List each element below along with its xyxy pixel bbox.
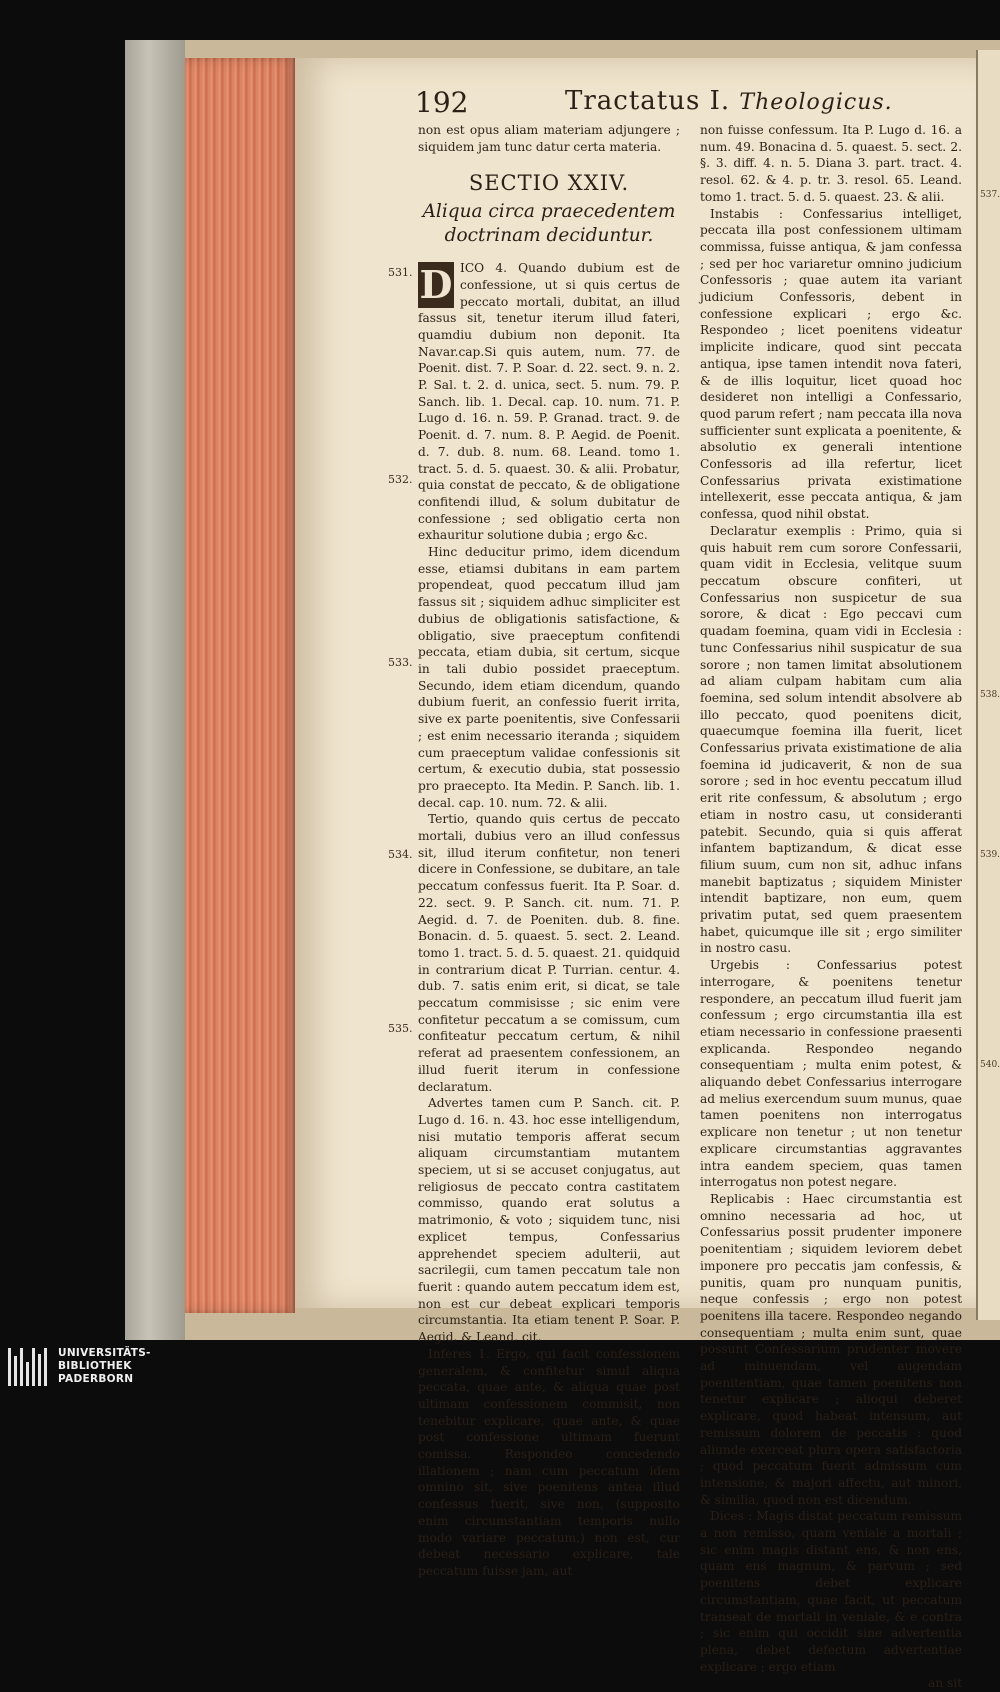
paragraph-continuation: non fuisse confessum. Ita P. Lugo d. 16. a num. 49. Bonacina d. 5. quaest. 5. sect. 2. §. 3. diff. 4. n. 5. Diana 3. part. tract. 4. resol. 62. & 4. p. tr. 3. resol. 65. Leand. tomo 1. tract. 5. d. 5. quaest. 23. & alii. xyxy=(700,123,962,204)
margin-number: 531. xyxy=(388,266,413,279)
right-margin-number: 540. xyxy=(980,1060,1000,1070)
right-margin-number: 539. xyxy=(980,850,1000,860)
right-margin-number: 537. xyxy=(980,190,1000,200)
paragraph-dices: Dices : Magis distat peccatum remissum a non remisso, quam veniale a mortali ; sic enim magis distant ens, & non ens, quam ens magnum, & parvum ; sed poenitens debet explicare circumstantiam, quae facit, ut peccatum transeat de mortali in veniale, & e contra ; sic enim qui occidit sine advertentia plena, debet defectum advertentiae explicare ; ergo etiam xyxy=(700,1509,962,1674)
paragraph-urgebis: Urgebis : Confessarius potest interrogare, & poenitens tenetur respondere, an peccatum illud fuerit jam confessum ; ergo circumstantia illa est etiam necessario in confessione praesenti explicanda. Respondeo negando consequentiam ; multa enim potest, & aliquando debet Confessarius interrogare ad melius exercendum suum munus, quae tamen poenitens non interrogatus explicare non tenetur ; ut non tenetur explicare circumstantias aggravantes intra eandem speciem, quas tamen interrogatus non potest negare. xyxy=(700,958,962,1190)
paragraph-534: Advertes tamen cum P. Sanch. cit. P. Lugo d. 16. n. 43. hoc esse intelligendum, nisi mutatio temporis afferat secum aliquam circumstantiam mutantem speciem, ut si se accuset conjugatus, aut religiosus de peccato contra castitatem commisso, quando erat solutus a matrimonio, & voto ; siquidem tunc, nisi explicet tempus, Confessarius apprehendet speciem adulterii, aut sacrilegii, cum tamen peccatum tale non fuerit : quando autem peccatum idem est, non est cur debeat explicari temporis circumstantia. Ita etiam tenent P. Soar. P. Aegid. & Leand. cit. xyxy=(418,1096,680,1345)
dropcap-initial: D xyxy=(419,262,453,308)
margin-number: 532. xyxy=(388,473,413,486)
library-logo xyxy=(8,1345,208,1390)
right-column xyxy=(700,122,962,1692)
library-name: UNIVERSITÄTS- BIBLIOTHEK PADERBORN xyxy=(58,1347,151,1385)
running-title: Tractatus I. Theologicus. xyxy=(565,86,893,116)
barcode-icon xyxy=(8,1348,52,1386)
margin-number: 535. xyxy=(388,1022,413,1035)
paragraph-replicabis: Replicabis : Haec circumstantia est omnino necessaria ad hoc, ut Confessarius possit prudenter imponere poenitentiam ; siquidem leviorem debet imponere pro peccatis jam confessis, & punitis, quam pro nunquam punitis, neque confessis ; ergo non potest poenitens illa tacere. Respondeo negando consequentiam ; multa enim sunt, quae possunt Confessarium prudenter movere ad minuendam, vel augendam poenitentiam, quae tamen poenitens non tenetur explicare ; alioqui deberet explicare, quod habeat intensum, aut remissum dolorem de peccatis : quod aliunde exerceat plura opera satisfactoria ; quod peccatum fuerit admissum cum intensione, & majori affectu, aut minori, & similia, quod non est dicendum. xyxy=(700,1192,962,1507)
page-number: 192 xyxy=(415,86,469,119)
book-spine xyxy=(125,40,185,1340)
opening-text: non est opus aliam materiam adjungere ; siquidem jam tunc datur certa materia. xyxy=(418,123,680,154)
paragraph-532: Hinc deducitur primo, idem dicendum esse, etiamsi dubitans in eam partem propendeat, quod peccatum illud jam fassus sit ; siquidem adhuc simpliciter est dubius de obligationis satisfactione, & obligatio, sive praeceptum confitendi peccata, etiam dubia, sit certum, sicque in tali dubio possidet praeceptum. Secundo, idem etiam dicendum, quando dubium fuerit, an confessio fuerit irrita, sive ex parte poenitentis, sive Confessarii ; est enim necessario iteranda ; siquidem cum praeceptum validae confessionis sit certum, & executio dubia, stat possessio pro praecepto. Ita Medin. P. Sanch. lib. 1. decal. cap. 10. num. 72. & alii. xyxy=(418,545,680,810)
paragraph-535: Inferes 1. Ergo, qui facit confessionem generalem, & confitetur simul aliqua peccata, quae ante, & aliqua quae post ultimam confessionem commisit, non tenebitur explicare, quae ante, & quae post confessione ultimam fuerunt comissa. Respondeo concedendo illationem ; nam cum peccatum idem omnino sit, sive poenitens antea illud confessus fuerit, sive non, (supposito enim circumstantiam temporis nullo modo variare peccatum,) non est, cur debeat necessario explicare, tale peccatum fuisse jam, aut xyxy=(418,1346,680,1578)
paragraph-instabis: Instabis : Confessarius intelliget, peccata illa post confessionem ultimam commissa, fuisse antiqua, & jam confessa ; sed per hoc variaretur omnino judicium Confessoris ; quae autem ita variant judicium Confessoris, debent in confessione explicari ; ergo &c. Respondeo ; licet poenitens videatur implicite indicare, quod sint peccata antiqua, ipse tamen intendit nova fateri, & de illis loquitur, licet quoad hoc desideret non intelligi a Confessario, quod parum refert ; nam peccata illa nova sufficienter sunt explicata a poenitente, & absolutio ex generali intentione Confessoris ad illa refertur, licet Confessarius privata existimatione intellexerit, esse peccata antiqua, & jam confessa, quod nihil obstat. xyxy=(700,206,962,522)
section-title: SECTIO XXIV. xyxy=(468,171,630,196)
next-page-edge xyxy=(976,50,1000,1320)
right-margin-number: 538. xyxy=(980,690,1000,700)
margin-number: 534. xyxy=(388,848,413,861)
left-column xyxy=(418,122,680,1580)
paragraph-531: D ICO 4. Quando dubium est de confessione, ut si quis certus de peccato mortali, dubitat, an illud fassus sit, tenetur iterum illud fateri, quamdiu dubium non deponit. Ita Navar.cap.Si quis autem, num. 77. de Poenit. dist. 7. P. Soar. d. 22. sect. 9. n. 2. P. Sal. t. 2. d. unica, sect. 5. num. 79. P. Sanch. lib. 1. Decal. cap. 10. num. 71. P. Lugo d. 16. n. 59. P. Granad. tract. 9. de Poenit. d. 7. num. 8. P. Aegid. de Poenit. d. 7. dub. 8. num. 68. Leand. tomo 1. tract. 5. d. 5. quaest. 30. & alii. Probatur, quia constat de peccato, & de obligatione confitendi illud, & solum dubitatur de confessione ; sed obligatio certa non exhauritur solutione dubia ; ergo &c. xyxy=(418,261,680,543)
running-header xyxy=(415,86,955,120)
catchword: an sit xyxy=(927,1676,962,1691)
paragraph-533: Tertio, quando quis certus de peccato mortali, dubius vero an illud confessus sit, illud iterum confitetur, non teneri dicere in Confessione, se dubitare, an tale peccatum confessus fuerit. Ita P. Soar. d. 22. sect. 9. P. Sanch. cit. num. 71. P. Aegid. d. 7. de Poeniten. dub. 8. fine. Bonacin. d. 5. quaest. 5. sect. 2. Leand. tomo 1. tract. 5. d. 5. quaest. 21. quidquid in contrarium dicat P. Turrian. centur. 4. dub. 7. satis enim erit, si dicat, se tale peccatum commisisse ; sic enim vere confitetur peccatum a se comissum, cum confiteatur peccatum certum, & nihil referat ad praesentem confessionem, an illud fuerit iterum in confessione declaratum. xyxy=(418,812,680,1094)
section-subtitle: Aliqua circa praecedentem doctrinam deciduntur. xyxy=(422,201,676,247)
margin-number: 533. xyxy=(388,656,413,669)
page-edges xyxy=(185,58,295,1313)
running-title-italic: Theologicus. xyxy=(739,90,893,115)
paragraph-declaratur: Declaratur exemplis : Primo, quia si quis habuit rem cum sorore Confessarii, quam vidit in Ecclesia, velitque suum peccatum obscure confiteri, ut Confessarius non suspicetur de sua sorore, & dicat : Ego peccavi cum quadam foemina, quam vidi in Ecclesia : tunc Confessarius nihil suspicatur de sua sorore ; non tamen limitat absolutionem ad aliam culpam habitam cum alia foemina, sed solum intendit absolvere ab illo peccato, quod poenitens dicit, quaecumque foemina illa fuerit, licet Confessarius privata existimatione de alia foemina id judicaverit, & non de sua sorore ; sed in hoc eventu peccatum illud erit rite confessum, & absolutum ; ergo etiam in nostro casu, ut consideranti patebit. Secundo, quia si quis afferat infantem baptizandum, & dicat esse filium suum, cum non sit, adhuc infans manebit baptizatus ; siquidem Minister intendit baptizare, non eum, quem privatim putat, sed quem praesentem habet, quicumque ille sit ; ergo similiter in nostro casu. xyxy=(700,523,962,956)
